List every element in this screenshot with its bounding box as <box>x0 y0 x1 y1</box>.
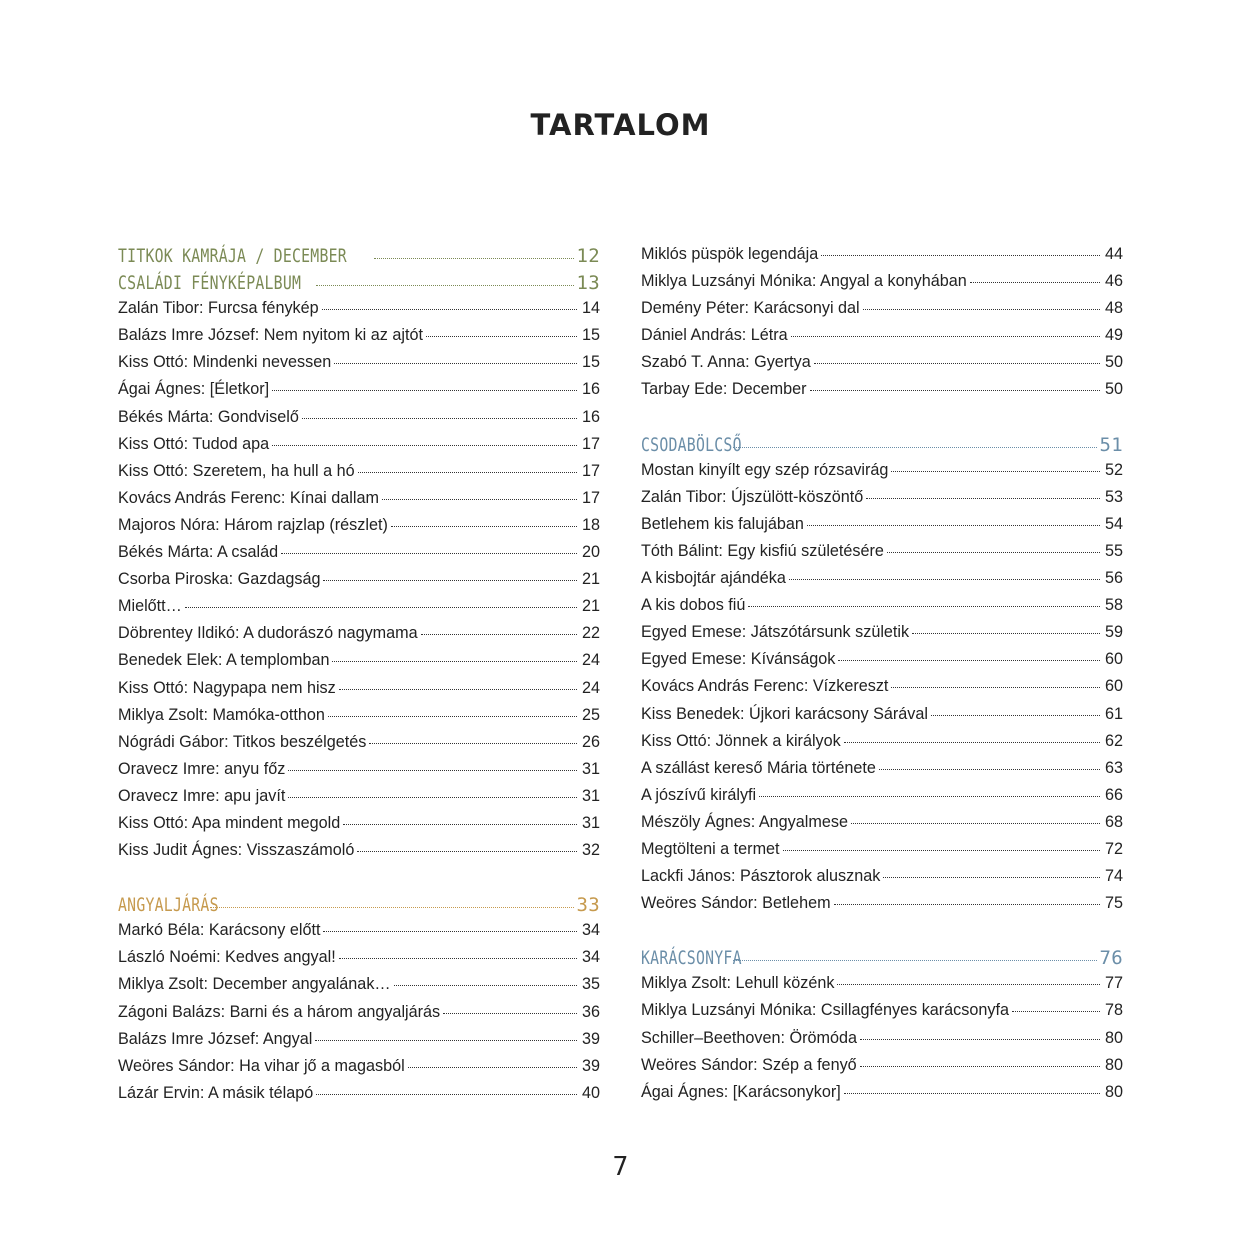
page-ref: 14 <box>581 299 600 318</box>
page-ref: 80 <box>1104 1055 1123 1074</box>
page-ref: 60 <box>1104 650 1123 669</box>
dot-leader <box>759 796 1100 797</box>
toc-entry <box>118 326 600 353</box>
entry-title: Balázs Imre József: Angyal <box>118 1029 313 1048</box>
toc-entry <box>118 624 600 651</box>
toc-entry <box>641 732 1123 759</box>
toc-section-heading <box>641 947 1123 974</box>
entry-title: Kiss Ottó: Nagypapa nem hisz <box>118 678 336 697</box>
toc-entry <box>641 1001 1123 1028</box>
page-ref: 50 <box>1104 380 1123 399</box>
toc-entry <box>118 760 600 787</box>
section-title: ANGYALJÁRÁS <box>118 894 219 917</box>
page-ref: 78 <box>1104 1001 1123 1020</box>
toc-entry <box>641 759 1123 786</box>
toc-entry <box>118 380 600 407</box>
page-ref: 56 <box>1104 569 1123 588</box>
entry-title: Demény Péter: Karácsonyi dal <box>641 299 860 318</box>
entry-title: Zalán Tibor: Furcsa fénykép <box>118 299 319 318</box>
toc-entry <box>118 733 600 760</box>
dot-leader <box>272 445 577 446</box>
dot-leader <box>323 931 577 932</box>
page-ref: 16 <box>581 407 600 426</box>
page-ref: 44 <box>1104 245 1123 263</box>
dot-leader <box>288 797 577 798</box>
entry-title: Zalán Tibor: Újszülött-köszöntő <box>641 487 864 506</box>
section-gap <box>641 408 1123 434</box>
page-ref: 76 <box>1099 947 1123 970</box>
toc-entry <box>641 840 1123 867</box>
toc-entry <box>641 326 1123 353</box>
toc-entry <box>641 650 1123 677</box>
page-ref: 80 <box>1104 1028 1123 1047</box>
toc-entry <box>641 623 1123 650</box>
toc-entry <box>118 1084 600 1111</box>
page-ref: 61 <box>1104 704 1123 723</box>
dot-leader <box>339 689 577 690</box>
page-ref: 75 <box>1104 894 1123 913</box>
toc-entry <box>641 813 1123 840</box>
page-ref: 80 <box>1104 1082 1123 1101</box>
page-ref: 48 <box>1104 299 1123 318</box>
dot-leader <box>863 309 1100 310</box>
entry-title: Weöres Sándor: Szép a fenyő <box>641 1055 857 1074</box>
entry-title: Kiss Ottó: Jönnek a királyok <box>641 731 841 750</box>
entry-title: Majoros Nóra: Három rajzlap (részlet) <box>118 515 388 534</box>
page-ref: 17 <box>581 461 600 480</box>
toc-entry <box>118 1057 600 1084</box>
dot-leader <box>814 363 1100 364</box>
toc-entry <box>641 786 1123 813</box>
entry-title: Nógrádi Gábor: Titkos beszélgetés <box>118 732 367 751</box>
toc-entry <box>118 787 600 814</box>
dot-leader <box>912 633 1100 634</box>
toc-section-heading <box>118 894 600 921</box>
dot-leader <box>970 282 1100 283</box>
page-ref: 32 <box>581 841 600 860</box>
page-ref: 50 <box>1104 353 1123 372</box>
dot-leader <box>879 769 1100 770</box>
toc-column-left <box>118 245 600 1111</box>
dot-leader <box>358 472 577 473</box>
page-ref: 15 <box>581 326 600 345</box>
page-ref: 62 <box>1104 731 1123 750</box>
entry-title: Benedek Elek: A templomban <box>118 651 330 670</box>
toc-entry <box>118 516 600 543</box>
toc-entry <box>641 488 1123 515</box>
page-ref: 39 <box>581 1029 600 1048</box>
page-ref: 49 <box>1104 326 1123 345</box>
page-ref: 58 <box>1104 596 1123 615</box>
page-ref: 34 <box>581 948 600 967</box>
entry-title: Oravecz Imre: anyu főz <box>118 759 286 778</box>
dot-leader <box>343 824 577 825</box>
dot-leader <box>883 877 1100 878</box>
entry-title: Csorba Piroska: Gazdagság <box>118 570 321 589</box>
toc-entry <box>641 569 1123 596</box>
toc-entry <box>118 679 600 706</box>
page-ref: 53 <box>1104 487 1123 506</box>
page-ref: 66 <box>1104 785 1123 804</box>
entry-title: Zágoni Balázs: Barni és a három angyaljárás <box>118 1002 441 1021</box>
toc-entry <box>118 921 600 948</box>
section-gap <box>641 921 1123 947</box>
toc-entry <box>641 1056 1123 1083</box>
toc-entry <box>118 841 600 868</box>
dot-leader <box>810 390 1100 391</box>
page-ref: 31 <box>581 759 600 778</box>
dot-leader <box>838 660 1100 661</box>
entry-title: Egyed Emese: Játszótársunk születik <box>641 623 910 642</box>
dot-leader <box>866 498 1100 499</box>
entry-title: Markó Béla: Karácsony előtt <box>118 921 321 940</box>
page-ref: 21 <box>581 597 600 616</box>
entry-title: Kiss Benedek: Újkori karácsony Sárával <box>641 704 929 723</box>
toc-entry <box>118 570 600 597</box>
page-ref: 18 <box>581 515 600 534</box>
dot-leader <box>1012 1011 1100 1012</box>
entry-title: Megtölteni a termet <box>641 839 780 858</box>
dot-leader <box>288 770 577 771</box>
dot-leader <box>185 607 577 608</box>
page-ref: 39 <box>581 1056 600 1075</box>
entry-title: A jószívű királyfi <box>641 785 757 804</box>
toc-section-heading <box>118 245 600 272</box>
entry-title: Kiss Ottó: Mindenki nevessen <box>118 353 332 372</box>
page-ref: 72 <box>1104 839 1123 858</box>
page-ref: 74 <box>1104 867 1123 886</box>
section-title: CSALÁDI FÉNYKÉPALBUM <box>118 272 302 295</box>
page-ref: 60 <box>1104 677 1123 696</box>
dot-leader <box>844 1093 1100 1094</box>
entry-title: Miklya Luzsányi Mónika: Angyal a konyhában <box>641 272 967 291</box>
dot-leader <box>837 984 1100 985</box>
toc-entry <box>118 462 600 489</box>
entry-title: Tóth Bálint: Egy kisfiú születésére <box>641 541 884 560</box>
dot-leader <box>426 336 577 337</box>
page-ref: 22 <box>581 624 600 643</box>
page-ref: 13 <box>576 272 600 295</box>
entry-title: Mostan kinyílt egy szép rózsavirág <box>641 460 889 479</box>
dot-leader <box>316 285 574 286</box>
toc-entry <box>118 597 600 624</box>
entry-title: Kiss Judit Ágnes: Visszaszámoló <box>118 841 355 860</box>
toc-entry <box>118 651 600 678</box>
page-ref: 15 <box>581 353 600 372</box>
dot-leader <box>783 850 1100 851</box>
page-ref: 17 <box>581 488 600 507</box>
entry-title: Miklya Zsolt: Lehull közénk <box>641 974 835 993</box>
toc-entry <box>641 894 1123 921</box>
toc-entry <box>641 245 1123 272</box>
toc-entry <box>641 974 1123 1001</box>
entry-title: Ágai Ágnes: [Karácsonykor] <box>641 1082 841 1101</box>
dot-leader <box>322 309 577 310</box>
dot-leader <box>408 1067 577 1068</box>
dot-leader <box>357 851 577 852</box>
page-ref: 68 <box>1104 812 1123 831</box>
entry-title: Miklya Zsolt: Mamóka-otthon <box>118 705 325 724</box>
toc-entry <box>118 353 600 380</box>
dot-leader <box>369 743 577 744</box>
page-ref: 17 <box>581 434 600 453</box>
entry-title: Mielőtt… <box>118 597 182 616</box>
toc-entry <box>641 1029 1123 1056</box>
page-ref: 51 <box>1099 433 1123 456</box>
dot-leader <box>332 661 577 662</box>
toc-entry <box>641 353 1123 380</box>
dot-leader <box>860 1039 1100 1040</box>
toc-entry <box>118 408 600 435</box>
dot-leader <box>334 363 577 364</box>
page-ref: 16 <box>581 380 600 399</box>
dot-leader <box>887 552 1100 553</box>
dot-leader <box>733 447 1096 448</box>
toc-entry <box>118 1003 600 1030</box>
page-ref: 40 <box>581 1083 600 1102</box>
entry-title: Kiss Ottó: Szeretem, ha hull a hó <box>118 461 355 480</box>
dot-leader <box>391 526 577 527</box>
page-ref: 59 <box>1104 623 1123 642</box>
dot-leader <box>807 525 1100 526</box>
page-ref: 63 <box>1104 758 1123 777</box>
section-title: CSODABÖLCSŐ <box>641 433 742 456</box>
page-ref: 34 <box>581 921 600 940</box>
toc-entry <box>118 948 600 975</box>
entry-title: Kovács András Ferenc: Vízkereszt <box>641 677 889 696</box>
dot-leader <box>748 606 1100 607</box>
toc-entry <box>641 542 1123 569</box>
page-ref: 25 <box>581 705 600 724</box>
page-ref: 26 <box>581 732 600 751</box>
dot-leader <box>891 471 1100 472</box>
dot-leader <box>931 715 1100 716</box>
entry-title: Békés Márta: Gondviselő <box>118 407 299 426</box>
page-ref: 31 <box>581 813 600 832</box>
dot-leader <box>821 255 1100 256</box>
dot-leader <box>315 1040 577 1041</box>
toc-entry <box>641 705 1123 732</box>
entry-title: Balázs Imre József: Nem nyitom ki az ajtót <box>118 326 423 345</box>
dot-leader <box>443 1013 577 1014</box>
page-ref: 77 <box>1104 974 1123 993</box>
page-ref: 35 <box>581 975 600 994</box>
page-ref: 12 <box>576 245 600 267</box>
toc-entry <box>641 677 1123 704</box>
entry-title: A kisbojtár ajándéka <box>641 569 786 588</box>
toc-entry <box>118 814 600 841</box>
entry-title: Weöres Sándor: Betlehem <box>641 894 831 913</box>
entry-title: László Noémi: Kedves angyal! <box>118 948 336 967</box>
entry-title: Kiss Ottó: Apa mindent megold <box>118 813 341 832</box>
toc-column-right <box>641 245 1123 1110</box>
section-gap <box>118 868 600 894</box>
toc-entry <box>641 1083 1123 1110</box>
page-title: TARTALOM <box>530 108 711 142</box>
toc-entry <box>118 706 600 733</box>
dot-leader <box>302 418 577 419</box>
entry-title: Békés Márta: A család <box>118 543 279 562</box>
section-title: TITKOK KAMRÁJA / DECEMBER <box>118 245 347 267</box>
toc-entry <box>641 596 1123 623</box>
entry-title: Kiss Ottó: Tudod apa <box>118 434 270 453</box>
dot-leader <box>210 907 573 908</box>
toc-entry <box>118 489 600 516</box>
entry-title: Weöres Sándor: Ha vihar jő a magasból <box>118 1056 405 1075</box>
entry-title: Miklya Zsolt: December angyalának… <box>118 975 391 994</box>
toc-entry <box>118 435 600 462</box>
dot-leader <box>860 1066 1100 1067</box>
entry-title: Miklya Luzsányi Mónika: Csillagfényes karácsonyfa <box>641 1001 1009 1020</box>
dot-leader <box>851 823 1100 824</box>
entry-title: Lázár Ervin: A másik télapó <box>118 1083 314 1102</box>
entry-title: Oravecz Imre: apu javít <box>118 786 286 805</box>
dot-leader <box>316 1094 577 1095</box>
toc-entry <box>118 975 600 1002</box>
page-number: 7 <box>612 1152 629 1182</box>
entry-title: A szállást kereső Mária története <box>641 758 876 777</box>
page-ref: 20 <box>581 543 600 562</box>
entry-title: Tarbay Ede: December <box>641 380 807 399</box>
entry-title: Miklós püspök legendája <box>641 245 819 263</box>
entry-title: Ágai Ágnes: [Életkor] <box>118 380 270 399</box>
toc-entry <box>641 380 1123 407</box>
dot-leader <box>834 904 1100 905</box>
dot-leader <box>394 985 577 986</box>
dot-leader <box>328 716 577 717</box>
entry-title: Lackfi János: Pásztorok alusznak <box>641 867 881 886</box>
page-ref: 54 <box>1104 514 1123 533</box>
entry-title: Dániel András: Létra <box>641 326 788 345</box>
dot-leader <box>339 958 577 959</box>
entry-title: Döbrentey Ildikó: A dudorászó nagymama <box>118 624 418 643</box>
toc-entry <box>118 543 600 570</box>
page-ref: 21 <box>581 570 600 589</box>
entry-title: A kis dobos fiú <box>641 596 746 615</box>
toc-entry <box>118 1030 600 1057</box>
entry-title: Szabó T. Anna: Gyertya <box>641 353 811 372</box>
toc-entry <box>641 272 1123 299</box>
toc-section-heading <box>641 434 1123 461</box>
toc-entry <box>641 299 1123 326</box>
page-ref: 52 <box>1104 460 1123 479</box>
toc-entry <box>641 461 1123 488</box>
entry-title: Schiller–Beethoven: Örömóda <box>641 1028 857 1047</box>
dot-leader <box>323 580 577 581</box>
dot-leader <box>791 336 1100 337</box>
page-ref: 36 <box>581 1002 600 1021</box>
dot-leader <box>733 960 1096 961</box>
page-ref: 55 <box>1104 541 1123 560</box>
toc-entry <box>641 867 1123 894</box>
dot-leader <box>382 499 577 500</box>
page-ref: 33 <box>576 894 600 917</box>
page-ref: 46 <box>1104 272 1123 291</box>
page-ref: 24 <box>581 651 600 670</box>
toc-entry <box>118 299 600 326</box>
dot-leader <box>281 553 577 554</box>
dot-leader <box>374 258 573 259</box>
dot-leader <box>789 579 1100 580</box>
section-title: KARÁCSONYFA <box>641 947 742 970</box>
dot-leader <box>844 742 1100 743</box>
page-ref: 31 <box>581 786 600 805</box>
entry-title: Egyed Emese: Kívánságok <box>641 650 836 669</box>
dot-leader <box>891 687 1100 688</box>
toc-entry <box>641 515 1123 542</box>
dot-leader <box>272 390 577 391</box>
toc-section-heading <box>118 272 600 299</box>
entry-title: Kovács András Ferenc: Kínai dallam <box>118 488 379 507</box>
entry-title: Mészöly Ágnes: Angyalmese <box>641 812 848 831</box>
dot-leader <box>421 634 577 635</box>
entry-title: Betlehem kis falujában <box>641 514 804 533</box>
page-ref: 24 <box>581 678 600 697</box>
